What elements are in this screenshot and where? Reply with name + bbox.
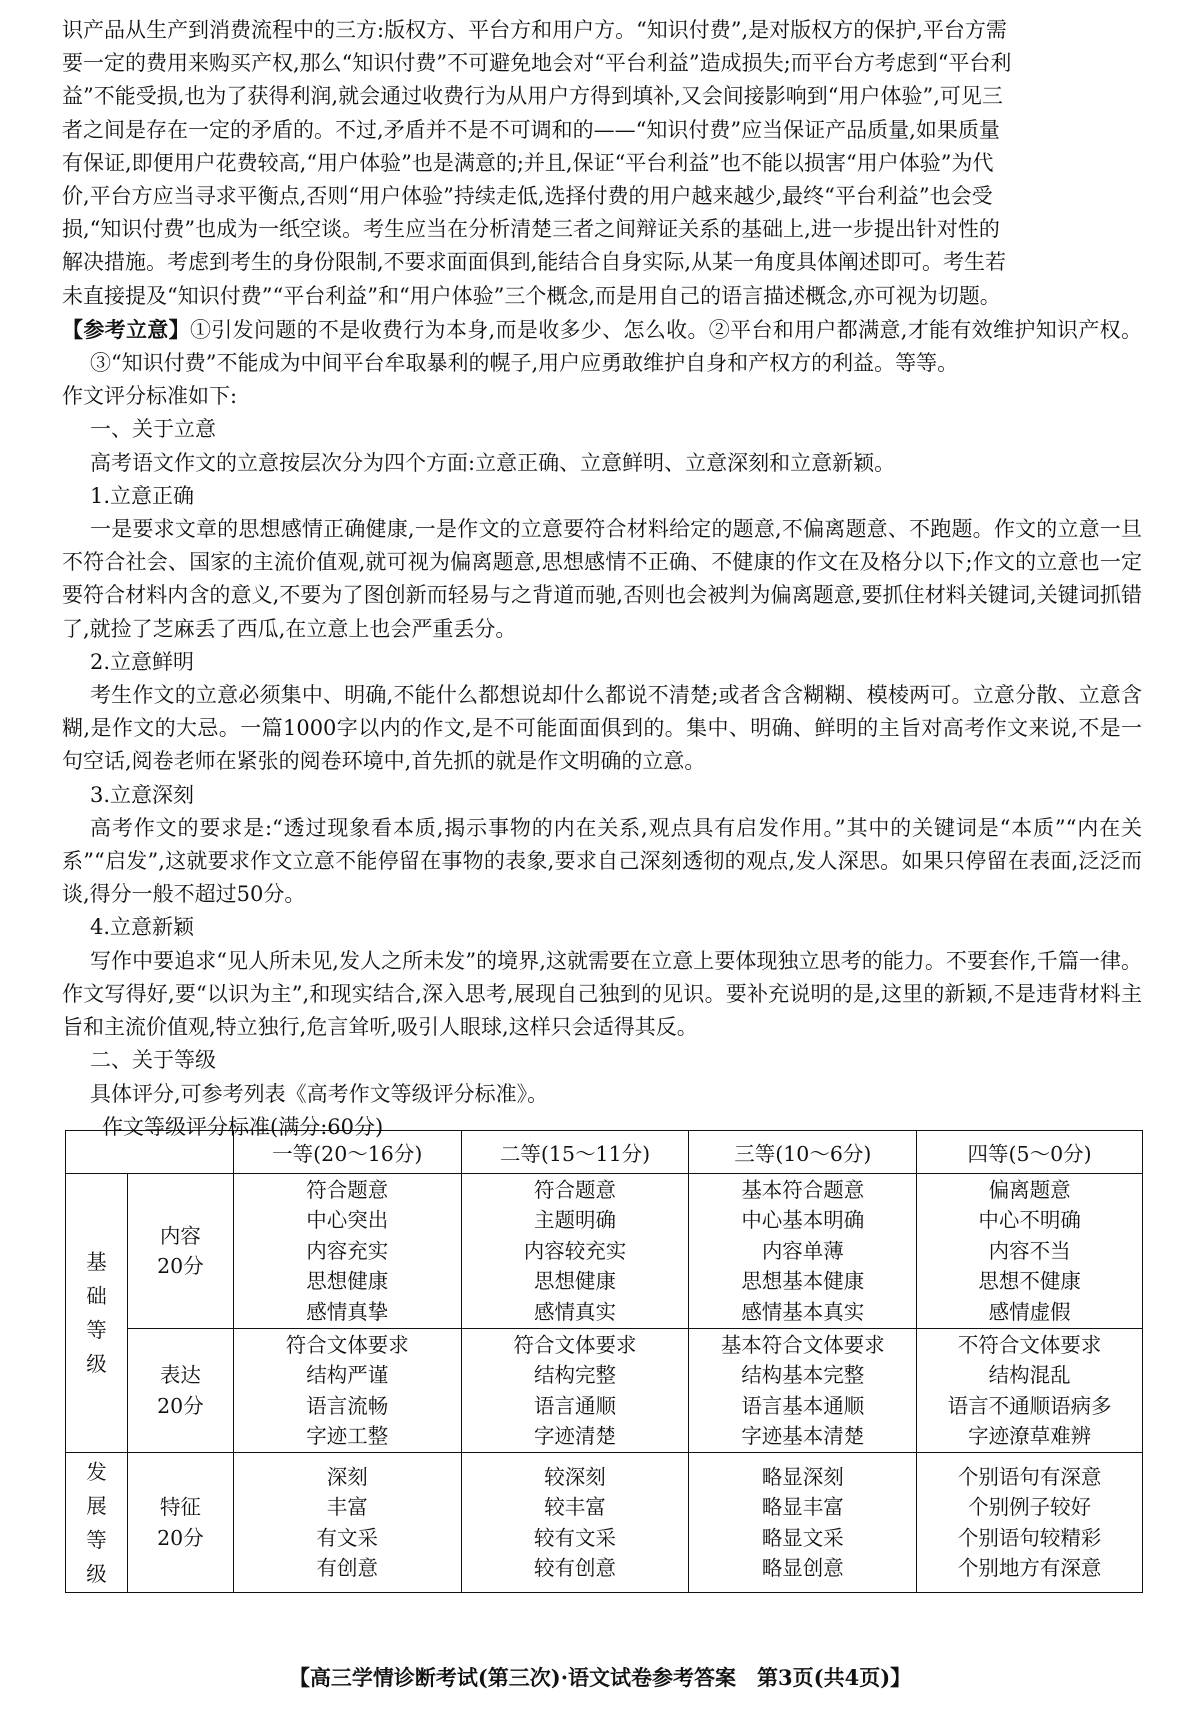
grade-cell <box>917 1453 1143 1593</box>
item-text: 高考作文的要求是:“透过现象看本质,揭示事物的内在关系,观点具有启发作用。”其中的关键词是“本质”“内在关系”“启发”,这就要求作文立意不能停留在事物的表象,要求自己深刻透彻的观点,发人深思。如果只停留在表面,泛泛而谈,得分一般不超过50分。 <box>62 815 1142 907</box>
header-cell: 四等(5～0分) <box>917 1131 1143 1174</box>
item-text: 一是要求文章的思想感情正确健康,一是作文的立意要符合材料给定的题意,不偏离题意、不跑题。作文的立意一旦不符合社会、国家的主流价值观,就可视为偏离题意,思想感情不正确、不健康的作文在及格分以下;作文的立意也一定要符合材料内含的意义,不要为了图创新而轻易与之背道而驰,否则也会被判为偏离题意,要抓住材料关键词,关键词抓错了,就捡了芝麻丢了西瓜,在立意上也会严重丢分。 <box>62 517 1142 641</box>
text-line: 未直接提及“知识付费”“平台利益”和“用户体验”三个概念,而是用自己的语言描述概念,亦可视为切题。 <box>62 283 1001 308</box>
criterion: 有创意 <box>316 1555 378 1580</box>
text-line: 解决措施。考虑到考生的身份限制,不要求面面俱到,能结合自身实际,从某一角度具体阐述即可。考生若 <box>62 250 1007 275</box>
criterion: 符合题意 <box>306 1177 389 1202</box>
grade-cell <box>461 1453 689 1593</box>
group-label-basic <box>66 1174 128 1453</box>
criterion: 思想健康 <box>534 1269 617 1294</box>
group-label-char: 发 <box>86 1459 107 1484</box>
criterion: 有文采 <box>316 1525 378 1550</box>
item-title: 3.立意深刻 <box>90 782 195 807</box>
section2-intro: 具体评分,可参考列表《高考作文等级评分标准》。 <box>90 1081 549 1106</box>
criterion: 符合题意 <box>534 1177 617 1202</box>
criterion: 字迹潦草难辨 <box>968 1423 1092 1448</box>
group-label-char: 展 <box>86 1493 107 1518</box>
grade-cell <box>689 1453 917 1593</box>
group-label-char: 础 <box>86 1284 107 1308</box>
criterion: 语言流畅 <box>306 1393 389 1418</box>
criterion: 基本符合文体要求 <box>720 1332 885 1357</box>
criterion: 感情真挚 <box>306 1299 389 1324</box>
intro-paragraph <box>62 14 1142 313</box>
table-row <box>66 1453 1143 1593</box>
criterion: 内容充实 <box>306 1238 389 1263</box>
criterion: 较丰富 <box>544 1495 606 1520</box>
criterion: 略显文采 <box>761 1525 844 1550</box>
criterion: 个别语句较精彩 <box>957 1525 1102 1550</box>
grade-cell <box>233 1453 461 1593</box>
item-title: 4.立意新颖 <box>90 915 195 940</box>
criterion: 较有文采 <box>534 1525 617 1550</box>
row-label <box>127 1329 233 1453</box>
text-line: 价,平台方应当寻求平衡点,否则“用户体验”持续走低,选择付费的用户越来越少,最终“平台利益”也会受 <box>62 184 993 209</box>
table-row <box>66 1174 1143 1329</box>
text-line: 识产品从生产到消费流程中的三方:版权方、平台方和用户方。“知识付费”,是对版权方的保护,平台方需 <box>62 18 1007 42</box>
criterion: 感情基本真实 <box>741 1299 865 1324</box>
row-score: 20分 <box>157 1525 204 1550</box>
item-text: 考生作文的立意必须集中、明确,不能什么都想说却什么都说不清楚;或者含含糊糊、模棱两可。立意分散、立意含糊,是作文的大忌。一篇1000字以内的作文,是不可能面面俱到的。集中、明确、鲜明的主旨对高考作文来说,不是一句空话,阅卷老师在紧张的阅卷环境中,首先抓的就是作文明确的立意。 <box>62 683 1142 774</box>
criterion: 中心基本明确 <box>741 1208 865 1233</box>
criterion: 个别地方有深意 <box>957 1555 1102 1580</box>
criterion: 感情虚假 <box>988 1299 1071 1324</box>
standard-intro: 作文评分标准如下: <box>62 384 238 409</box>
criterion: 结构严谨 <box>306 1363 389 1388</box>
section1-heading: 一、关于立意 <box>90 417 216 442</box>
item-title: 2.立意鲜明 <box>90 649 195 674</box>
text-line: 益”不能受损,也为了获得利润,就会通过收费行为从用户方得到填补,又会间接影响到“用户体验”,可见三 <box>62 84 1003 109</box>
criterion: 字迹基本清楚 <box>741 1423 865 1448</box>
group-label-char: 等 <box>86 1527 107 1552</box>
criterion: 语言基本通顺 <box>741 1393 865 1418</box>
criterion: 思想健康 <box>306 1269 389 1294</box>
page-footer: 【高三学情诊断考试(第三次)·语文试卷参考答案 第3页(共4页)】 <box>288 1665 912 1690</box>
criterion: 略显丰富 <box>761 1495 844 1520</box>
criterion: 内容不当 <box>988 1238 1071 1263</box>
row-score: 20分 <box>157 1393 204 1418</box>
criterion: 个别语句有深意 <box>957 1464 1102 1489</box>
group-label-char: 基 <box>86 1250 107 1274</box>
criterion: 中心不明确 <box>978 1208 1081 1233</box>
table-header-row <box>66 1131 1143 1174</box>
grade-cell <box>917 1329 1143 1453</box>
grade-cell <box>461 1329 689 1453</box>
table-caption: 作文等级评分标准(满分:60分) <box>102 1114 384 1139</box>
row-label <box>127 1174 233 1329</box>
group-label-char: 等 <box>86 1318 107 1342</box>
criterion: 符合文体要求 <box>285 1332 409 1357</box>
criterion: 个别例子较好 <box>968 1495 1092 1520</box>
item-text: 写作中要追求“见人所未见,发人之所未发”的境界,这就需要在立意上要体现独立思考的能力。不要套作,千篇一律。作文写得好,要“以识为主”,和现实结合,深入思考,展现自己独到的见识。要补充说明的是,这里的新颖,不是违背材料主旨和主流价值观,特立独行,危言耸听,吸引人眼球,这样只会适得其反。 <box>62 948 1142 1040</box>
row-score: 20分 <box>157 1254 204 1278</box>
criterion: 深刻 <box>326 1464 368 1489</box>
text-line: 损,“知识付费”也成为一纸空谈。考生应当在分析清楚三者之间辩证关系的基础上,进一步提出针对性的 <box>62 217 1000 242</box>
criterion: 基本符合题意 <box>741 1177 865 1202</box>
answer-page <box>62 14 1142 1144</box>
criterion: 思想不健康 <box>978 1269 1081 1294</box>
criterion: 较深刻 <box>544 1464 606 1489</box>
header-cell: 三等(10～6分) <box>689 1131 917 1174</box>
criterion: 感情真实 <box>534 1299 617 1324</box>
criterion: 符合文体要求 <box>513 1332 637 1357</box>
criterion: 丰富 <box>326 1495 368 1520</box>
row-name: 内容 <box>159 1223 201 1248</box>
table-row <box>66 1329 1143 1453</box>
header-cell: 二等(15～11分) <box>461 1131 689 1174</box>
item-title: 1.立意正确 <box>90 483 195 508</box>
section2-heading: 二、关于等级 <box>90 1048 216 1073</box>
criterion: 结构混乱 <box>988 1363 1071 1388</box>
criterion: 不符合文体要求 <box>957 1332 1102 1357</box>
text-line: 要一定的费用来购买产权,那么“知识付费”不可避免地会对“平台利益”造成损失;而平台方考虑到“平台利 <box>62 51 1012 76</box>
row-name: 表达 <box>159 1363 201 1388</box>
criterion: 语言不通顺语病多 <box>947 1393 1112 1418</box>
grade-cell <box>917 1174 1143 1329</box>
criterion: 内容较充实 <box>523 1238 627 1263</box>
grade-cell <box>233 1174 461 1329</box>
criterion: 主题明确 <box>534 1208 617 1233</box>
grade-cell <box>689 1329 917 1453</box>
criterion: 略显创意 <box>761 1555 844 1580</box>
criterion: 较有创意 <box>534 1555 617 1580</box>
group-label-development <box>66 1453 128 1593</box>
criterion: 字迹工整 <box>306 1423 389 1448</box>
criterion: 字迹清楚 <box>534 1423 617 1448</box>
criterion: 偏离题意 <box>988 1177 1071 1202</box>
grade-cell <box>233 1329 461 1453</box>
row-name: 特征 <box>159 1495 201 1520</box>
criterion: 中心突出 <box>306 1208 389 1233</box>
row-label <box>127 1453 233 1593</box>
section1-intro: 高考语文作文的立意按层次分为四个方面:立意正确、立意鲜明、立意深刻和立意新颖。 <box>90 450 896 475</box>
text-line: 有保证,即便用户花费较高,“用户体验”也是满意的;并且,保证“平台利益”也不能以损害“用户体验”为代 <box>62 150 994 175</box>
criterion: 结构基本完整 <box>741 1363 865 1388</box>
criterion: 略显深刻 <box>761 1464 844 1489</box>
grading-table <box>65 1130 1143 1593</box>
criterion: 思想基本健康 <box>741 1269 865 1294</box>
grade-cell <box>461 1174 689 1329</box>
reference-label: 【参考立意】 <box>62 316 190 342</box>
criterion: 内容单薄 <box>761 1238 844 1263</box>
reference-paragraph <box>62 313 1142 380</box>
group-label-char: 级 <box>86 1561 107 1586</box>
text-line: 者之间是存在一定的矛盾的。不过,矛盾并不是不可调和的——“知识付费”应当保证产品质量,如果质量 <box>62 117 1000 142</box>
grade-cell <box>689 1174 917 1329</box>
corner-cell <box>66 1131 234 1174</box>
reference-text: ①引发问题的不是收费行为本身,而是收多少、怎么收。②平台和用户都满意,才能有效维护知识产权。③“知识付费”不能成为中间平台牟取暴利的幌子,用户应勇敢维护自身和产权方的利益。等等。 <box>90 317 1142 376</box>
criterion: 结构完整 <box>534 1363 617 1388</box>
header-cell: 一等(20～16分) <box>233 1131 461 1174</box>
criterion: 语言通顺 <box>534 1393 617 1418</box>
group-label-char: 级 <box>86 1352 107 1376</box>
